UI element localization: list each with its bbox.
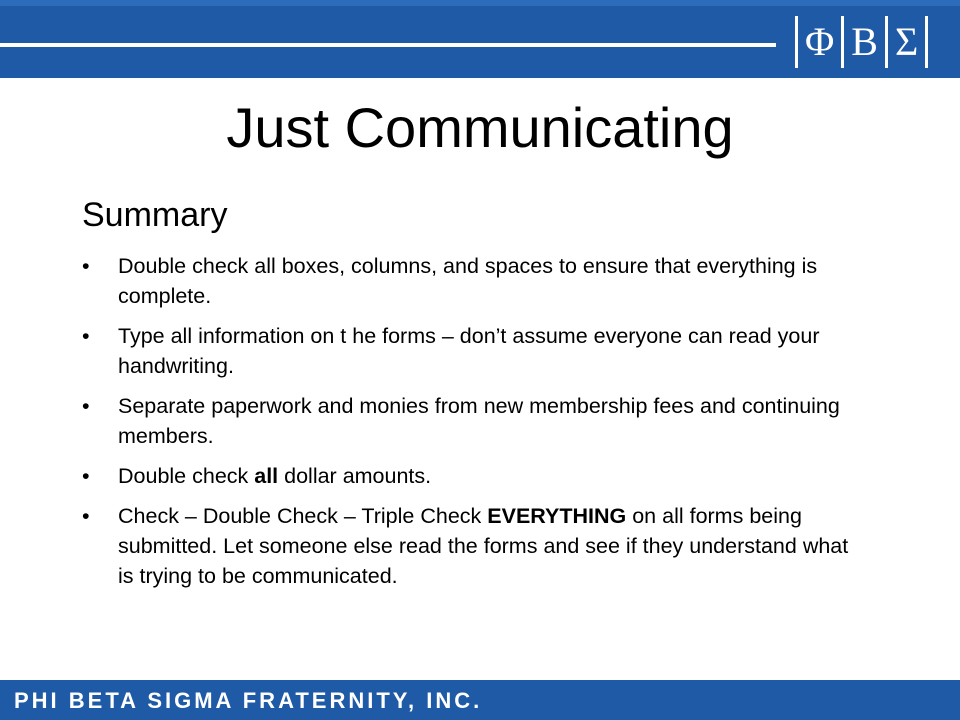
bullet-marker: •: [82, 254, 90, 278]
fraternity-logo: [788, 16, 935, 68]
bullet-item: [82, 251, 862, 311]
bullet-text: dollar amounts.: [278, 464, 432, 488]
logo-divider: [841, 16, 844, 68]
bullet-text-bold: EVERYTHING: [487, 504, 627, 528]
bullet-item: [82, 501, 862, 591]
footer-organization-name: PHI BETA SIGMA FRATERNITY, INC.: [14, 688, 483, 713]
bullet-text: on all forms being submitted. Let someone else read the forms and see if they understand what is trying to be communicated.: [118, 504, 849, 588]
bullet-item: [82, 461, 862, 491]
bullet-item: [82, 321, 862, 381]
header-rule: [0, 43, 776, 47]
logo-divider: [925, 16, 928, 68]
bullet-text: Type all information on t he forms – don’t assume everyone can read your handwriting.: [118, 324, 820, 378]
bullet-marker: •: [82, 324, 90, 348]
bullet-item: [82, 391, 862, 451]
logo-letter-phi: Φ: [805, 19, 835, 64]
bullet-marker: •: [82, 394, 90, 418]
bullet-marker: •: [82, 504, 90, 528]
bullet-text: Separate paperwork and monies from new membership fees and continuing members.: [118, 394, 840, 448]
bullet-text: Double check: [118, 464, 255, 488]
header-band: [0, 0, 960, 78]
bullet-marker: •: [82, 464, 90, 488]
logo-divider: [885, 16, 888, 68]
slide-title: Just Communicating: [226, 96, 734, 159]
footer-band: [0, 680, 960, 720]
slide-subtitle: Summary: [82, 196, 228, 234]
logo-letter-beta: B: [851, 19, 878, 64]
bullet-text: Check – Double Check – Triple Check: [118, 504, 488, 528]
bullet-text-bold: all: [254, 464, 279, 488]
logo-letter-sigma: Σ: [894, 19, 919, 64]
logo-divider: [795, 16, 798, 68]
bullet-text: Double check all boxes, columns, and spaces to ensure that everything is complete.: [118, 254, 818, 308]
bullet-list: [82, 251, 862, 601]
